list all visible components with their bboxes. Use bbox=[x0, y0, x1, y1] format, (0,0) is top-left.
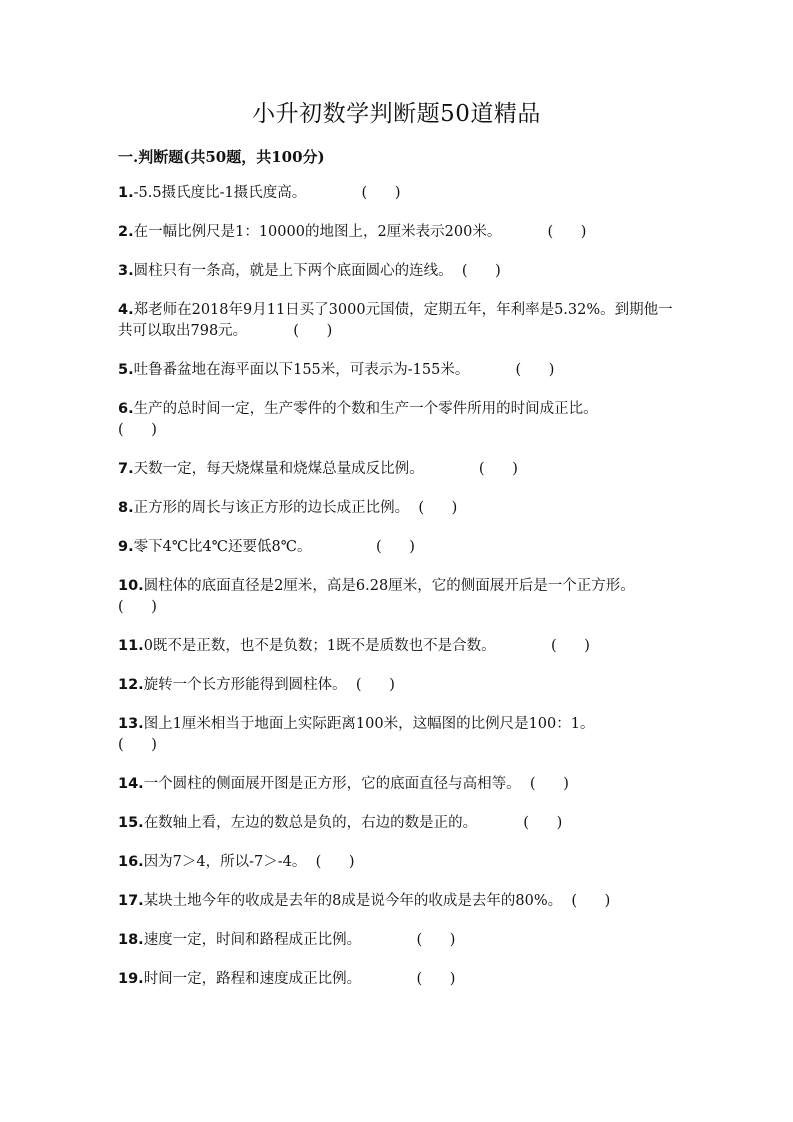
answer-blank[interactable]: ( ) bbox=[416, 971, 456, 987]
answer-blank[interactable]: ( ) bbox=[355, 677, 395, 693]
question-item bbox=[118, 360, 678, 381]
question-text: 旋转一个长方形能得到圆柱体。 bbox=[143, 677, 347, 693]
question-number: 19. bbox=[118, 971, 144, 987]
question-gap bbox=[562, 893, 571, 909]
question-number: 9. bbox=[118, 539, 134, 555]
question-item bbox=[118, 537, 678, 558]
question-item bbox=[118, 300, 678, 342]
question-text: 郑老师在2018年9月11日买了3000元国债，定期五年，年利率是5.32%。到期他一共可以取出798元。 bbox=[118, 302, 673, 339]
question-item bbox=[118, 891, 678, 912]
question-gap bbox=[598, 401, 644, 417]
question-item bbox=[118, 774, 678, 795]
question-gap bbox=[595, 716, 641, 732]
question-item bbox=[118, 714, 678, 756]
question-number: 7. bbox=[118, 461, 134, 477]
question-item bbox=[118, 459, 678, 480]
question-number: 2. bbox=[118, 224, 134, 240]
question-gap bbox=[361, 971, 416, 987]
question-text: 吐鲁番盆地在海平面以下155米，可表示为-155米。 bbox=[133, 362, 470, 378]
question-gap bbox=[469, 362, 515, 378]
question-text: 在数轴上看，左边的数总是负的，右边的数是正的。 bbox=[143, 815, 478, 831]
answer-blank[interactable]: ( ) bbox=[315, 854, 355, 870]
question-number: 10. bbox=[118, 578, 144, 594]
question-number: 18. bbox=[118, 932, 144, 948]
question-item bbox=[118, 675, 678, 696]
question-item bbox=[118, 576, 678, 618]
question-gap bbox=[477, 815, 523, 831]
question-number: 6. bbox=[118, 401, 134, 417]
question-number: 4. bbox=[118, 302, 134, 318]
answer-blank[interactable]: ( ) bbox=[515, 362, 555, 378]
answer-blank[interactable]: ( ) bbox=[416, 932, 456, 948]
answer-blank[interactable]: ( ) bbox=[571, 893, 611, 909]
question-gap bbox=[424, 461, 479, 477]
question-gap bbox=[453, 263, 462, 279]
question-number: 8. bbox=[118, 500, 134, 516]
question-text: 圆柱只有一条高，就是上下两个底面圆心的连线。 bbox=[133, 263, 453, 279]
question-gap bbox=[521, 776, 530, 792]
question-gap bbox=[306, 854, 315, 870]
answer-blank[interactable]: ( ) bbox=[375, 539, 415, 555]
question-text: -5.5摄氏度比-1摄氏度高。 bbox=[133, 185, 307, 201]
answer-blank[interactable]: ( ) bbox=[418, 500, 458, 516]
question-text: 一个圆柱的侧面展开图是正方形，它的底面直径与高相等。 bbox=[143, 776, 521, 792]
question-item bbox=[118, 183, 678, 204]
answer-blank[interactable]: ( ) bbox=[523, 815, 563, 831]
question-item bbox=[118, 636, 678, 657]
answer-blank[interactable]: ( ) bbox=[118, 599, 157, 615]
question-number: 1. bbox=[118, 185, 134, 201]
question-gap bbox=[306, 185, 361, 201]
question-number: 12. bbox=[118, 677, 144, 693]
question-gap bbox=[311, 539, 376, 555]
question-item bbox=[118, 969, 678, 990]
question-text: 时间一定，路程和速度成正比例。 bbox=[143, 971, 362, 987]
question-number: 17. bbox=[118, 893, 144, 909]
question-text: 零下4℃比4℃还要低8℃。 bbox=[133, 539, 312, 555]
question-gap bbox=[635, 578, 644, 594]
answer-blank[interactable]: ( ) bbox=[361, 185, 401, 201]
question-number: 3. bbox=[118, 263, 134, 279]
question-item bbox=[118, 261, 678, 282]
answer-blank[interactable]: ( ) bbox=[478, 461, 518, 477]
question-text: 因为7＞4，所以-7＞-4。 bbox=[143, 854, 307, 870]
question-text: 图上1厘米相当于地面上实际距离100米，这幅图的比例尺是100：1。 bbox=[143, 716, 595, 732]
answer-blank[interactable]: ( ) bbox=[461, 263, 501, 279]
question-number: 16. bbox=[118, 854, 144, 870]
question-item bbox=[118, 498, 678, 519]
question-item bbox=[118, 222, 678, 243]
question-gap bbox=[361, 932, 416, 948]
question-item bbox=[118, 399, 678, 441]
question-list bbox=[118, 183, 678, 1008]
answer-blank[interactable]: ( ) bbox=[529, 776, 569, 792]
question-gap bbox=[496, 638, 551, 654]
answer-blank[interactable]: ( ) bbox=[293, 323, 333, 339]
answer-blank[interactable]: ( ) bbox=[550, 638, 590, 654]
question-number: 11. bbox=[118, 638, 144, 654]
question-number: 5. bbox=[118, 362, 134, 378]
question-gap bbox=[247, 323, 293, 339]
answer-blank[interactable]: ( ) bbox=[547, 224, 587, 240]
question-text: 生产的总时间一定，生产零件的个数和生产一个零件所用的时间成正比。 bbox=[133, 401, 598, 417]
question-text: 0既不是正数，也不是负数；1既不是质数也不是合数。 bbox=[143, 638, 496, 654]
question-text: 正方形的周长与该正方形的边长成正比例。 bbox=[133, 500, 410, 516]
question-gap bbox=[501, 224, 547, 240]
question-text: 某块土地今年的收成是去年的8成是说今年的收成是去年的80%。 bbox=[143, 893, 563, 909]
section-heading: 一.判断题(共50题，共100分) bbox=[118, 148, 325, 166]
question-item bbox=[118, 930, 678, 951]
page-title: 小升初数学判断题50道精品 bbox=[252, 101, 541, 127]
question-text: 在一幅比例尺是1：10000的地图上，2厘米表示200米。 bbox=[133, 224, 502, 240]
question-item bbox=[118, 852, 678, 873]
question-gap bbox=[347, 677, 356, 693]
question-item bbox=[118, 813, 678, 834]
question-gap bbox=[409, 500, 418, 516]
question-number: 14. bbox=[118, 776, 144, 792]
answer-blank[interactable]: ( ) bbox=[118, 737, 157, 753]
answer-blank[interactable]: ( ) bbox=[118, 422, 157, 438]
question-text: 速度一定，时间和路程成正比例。 bbox=[143, 932, 362, 948]
question-text: 天数一定，每天烧煤量和烧煤总量成反比例。 bbox=[133, 461, 424, 477]
question-number: 15. bbox=[118, 815, 144, 831]
question-text: 圆柱体的底面直径是2厘米，高是6.28厘米，它的侧面展开后是一个正方形。 bbox=[143, 578, 635, 594]
question-number: 13. bbox=[118, 716, 144, 732]
